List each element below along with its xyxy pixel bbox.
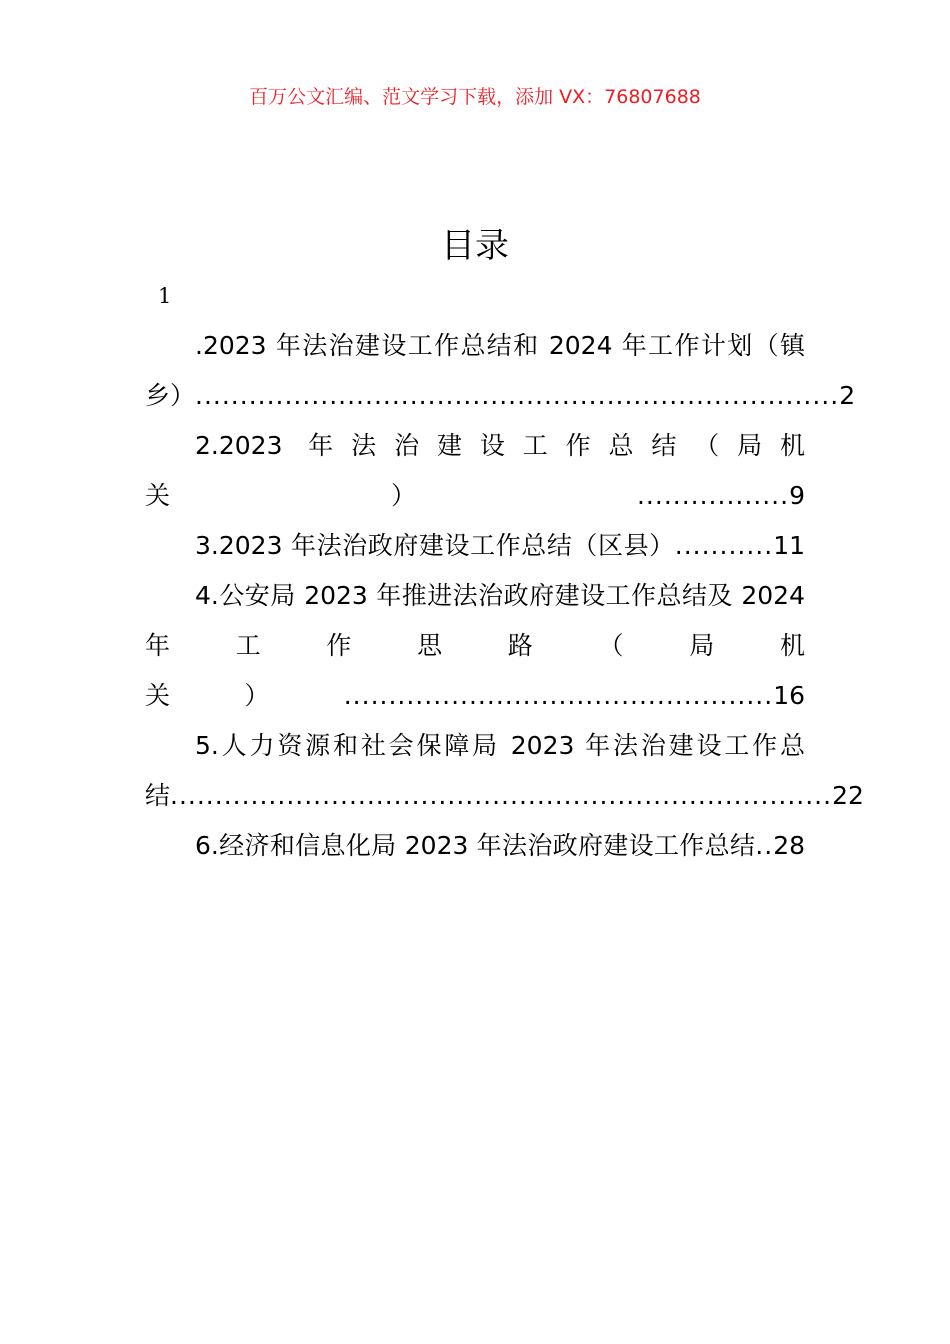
header-note: 百万公文汇编、范文学习下载，添加 VX：76807688 — [249, 86, 701, 108]
toc-page-number: 22 — [832, 781, 864, 810]
toc-entry-text: .2023 年法治建设工作总结和 2024 年工作计划（镇乡） — [145, 331, 805, 410]
toc-page-number: 11 — [773, 531, 805, 560]
toc-entry-3[interactable] — [145, 521, 805, 571]
toc-page-number: 28 — [773, 831, 805, 860]
toc-title: 目录 — [441, 226, 509, 266]
table-of-contents — [145, 321, 864, 871]
toc-entry-1[interactable] — [145, 321, 856, 421]
toc-entry-5[interactable] — [145, 721, 864, 821]
toc-leader: ........... — [674, 531, 774, 560]
toc-page-number: 9 — [789, 481, 805, 510]
toc-entry-6[interactable] — [145, 821, 805, 871]
toc-entry-text: 6.经济和信息化局 2023 年法治政府建设工作总结 — [195, 831, 756, 860]
toc-leader: ................. — [636, 481, 790, 510]
toc-leader: .. — [755, 831, 774, 860]
toc-leader: ........................................................................ — [195, 381, 840, 410]
toc-leader: .......................................................................... — [170, 781, 833, 810]
toc-entry-4[interactable] — [145, 571, 805, 721]
toc-entry-text: 5.人力资源和社会保障局 2023 年法治建设工作总结 — [145, 731, 805, 810]
page-marker: 1 — [158, 284, 172, 308]
toc-page-number: 16 — [773, 681, 805, 710]
toc-entry-text: 3.2023 年法治政府建设工作总结（区县） — [195, 531, 675, 560]
toc-leader: ................................................ — [343, 681, 774, 710]
toc-page-number: 2 — [839, 381, 856, 410]
toc-entry-text: 2.2023 年法治建设工作总结（局机关） — [145, 431, 805, 510]
toc-entry-text: 4.公安局 2023 年推进法治政府建设工作总结及 2024 年工作思路（局机关） — [145, 581, 805, 710]
toc-entry-2[interactable] — [145, 421, 805, 521]
